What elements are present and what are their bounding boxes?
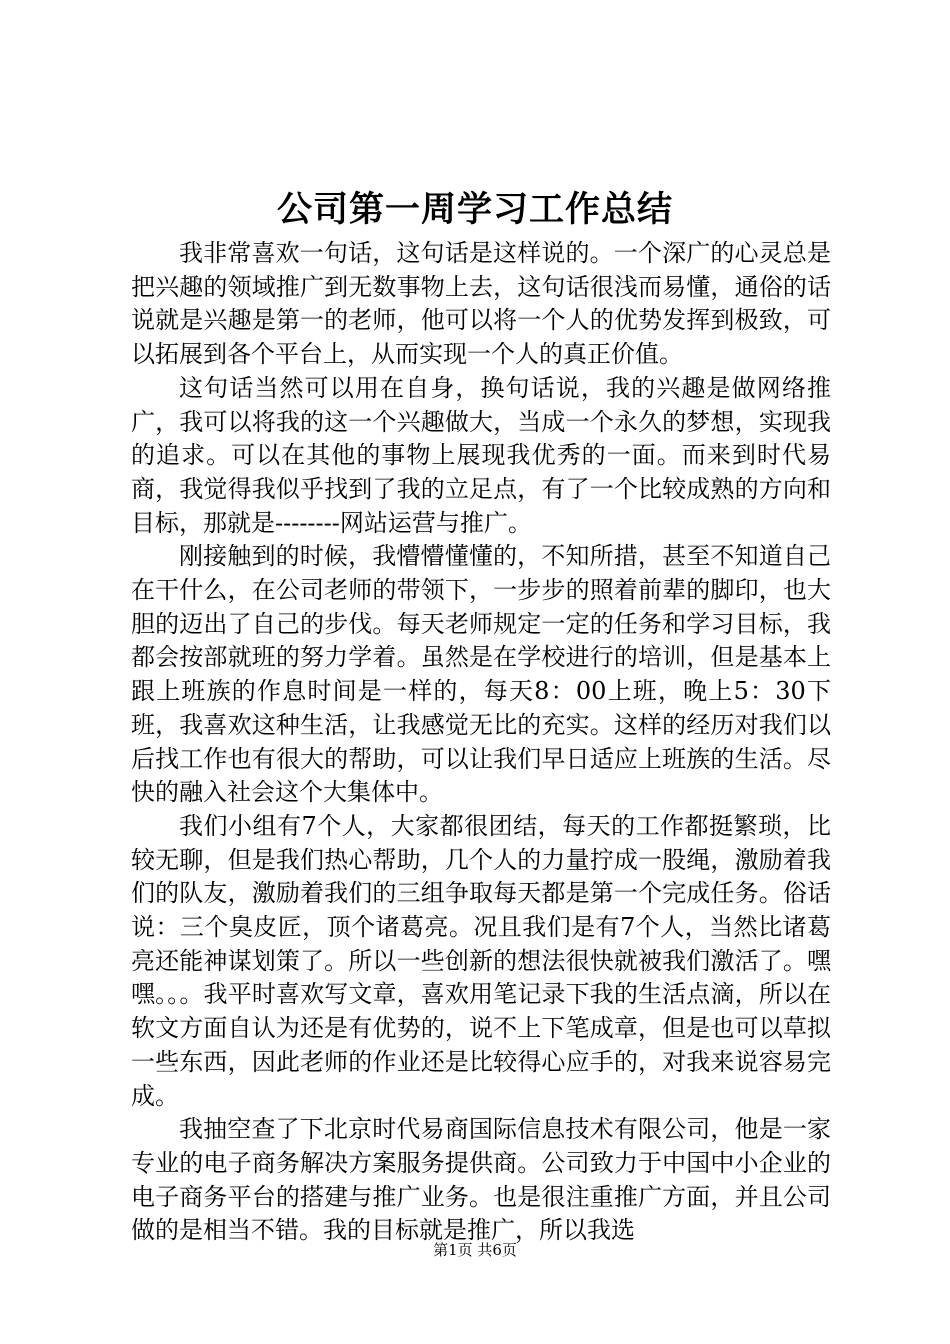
document-body [131, 237, 831, 1248]
paragraph-1: 我非常喜欢一句话，这句话是这样说的。一个深广的心灵总是把兴趣的领域推广到无数事物上去，这句话很浅而易懂，通俗的话说就是兴趣是第一的老师，他可以将一个人的优势发挥到极致，可以拓展到各个平台上，从而实现一个人的真正价值。 [131, 239, 831, 369]
paragraph-5: 我抽空查了下北京时代易商国际信息技术有限公司，他是一家专业的电子商务解决方案服务提供商。公司致力于中国中小企业的电子商务平台的搭建与推广业务。也是很注重推广方面，并且公司做的是相当不错。我的目标就是推广，所以我选 [131, 1115, 831, 1245]
paragraph-2: 这句话当然可以用在自身，换句话说，我的兴趣是做网络推广，我可以将我的这一个兴趣做大，当成一个永久的梦想，实现我的追求。可以在其他的事物上展现我优秀的一面。而来到时代易商，我觉得我似乎找到了我的立足点，有了一个比较成熟的方向和目标，那就是--------网站运营与推广。 [131, 373, 831, 537]
document-title: 公司第一周学习工作总结 [276, 189, 673, 230]
paragraph-4: 我们小组有7个人，大家都很团结，每天的工作都挺繁琐，比较无聊，但是我们热心帮助，几个人的力量拧成一股绳，激励着我们的队友，激励着我们的三组争取每天都是第一个完成任务。俗话说：三个臭皮匠，顶个诸葛亮。况且我们是有7个人，当然比诸葛亮还能神谋划策了。所以一些创新的想法很快就被我们激活了。嘿嘿。。。我平时喜欢写文章，喜欢用笔记录下我的生活点滴，所以在软文方面自认为还是有优势的，说不上下笔成章，但是也可以草拟一些东西，因此老师的作业还是比较得心应手的，对我来说容易完成。 [131, 811, 831, 1110]
page-number-footer: 第1页 共6页 [433, 1241, 517, 1259]
paragraph-3: 刚接触到的时候，我懵懵懂懂的，不知所措，甚至不知道自己在干什么，在公司老师的带领下，一步步的照着前辈的脚印，也大胆的迈出了自己的步伐。每天老师规定一定的任务和学习目标，我都会按部就班的努力学着。虽然是在学校进行的培训，但是基本上跟上班族的作息时间是一样的，每天8：00上班，晚上5：30下班，我喜欢这种生活，让我感觉无比的充实。这样的经历对我们以后找工作也有很大的帮助，可以让我们早日适应上班族的生活。尽快的融入社会这个大集体中。 [131, 542, 831, 807]
